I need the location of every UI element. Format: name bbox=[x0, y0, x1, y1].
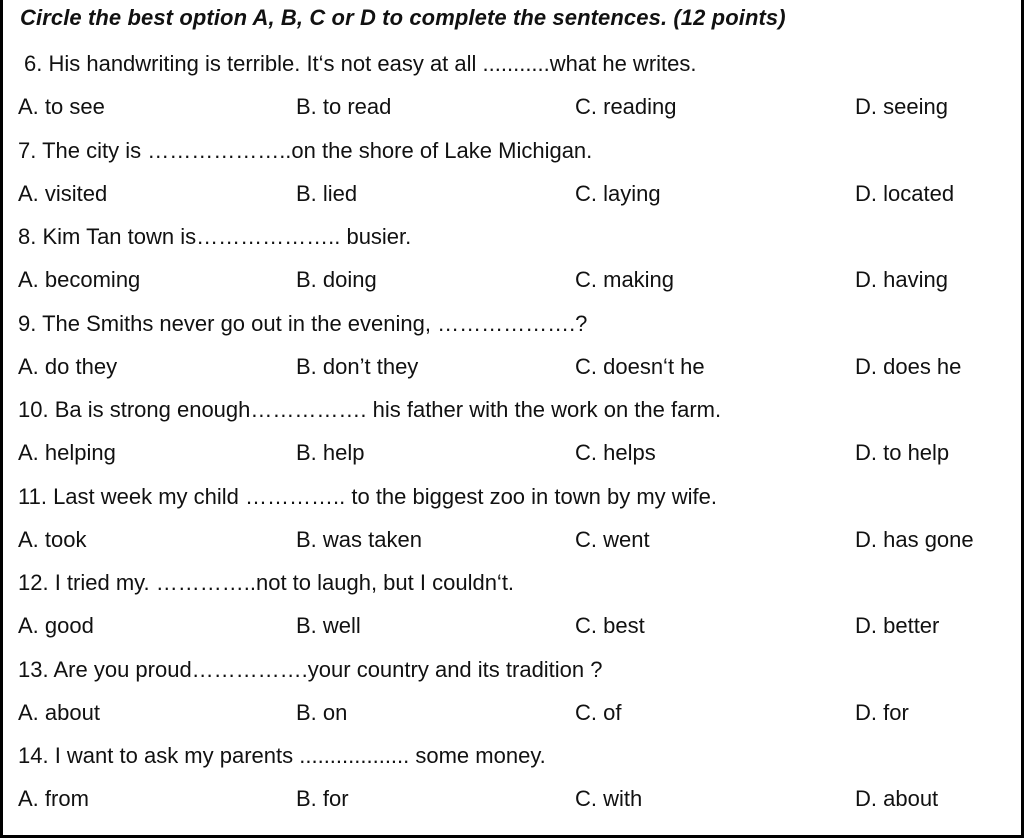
worksheet-instructions: Circle the best option A, B, C or D to complete the sentences. (12 points) bbox=[20, 5, 786, 30]
option-a[interactable]: A. to see bbox=[18, 94, 105, 119]
option-a[interactable]: A. becoming bbox=[18, 267, 141, 292]
question-text: 7. The city is ………………..on the shore of Lake Michigan. bbox=[18, 137, 593, 163]
question-10 bbox=[0, 389, 1024, 476]
option-c[interactable]: C. reading bbox=[575, 94, 677, 119]
option-b[interactable]: B. on bbox=[296, 699, 348, 725]
option-b[interactable]: B. lied bbox=[296, 180, 358, 206]
option-c[interactable]: C. of bbox=[575, 699, 622, 725]
option-a[interactable]: A. do they bbox=[18, 353, 118, 379]
option-c[interactable]: C. with bbox=[575, 786, 643, 811]
option-d[interactable]: D. to help bbox=[855, 440, 950, 465]
option-c[interactable]: C. best bbox=[575, 613, 645, 638]
answer-options bbox=[0, 613, 1024, 643]
option-c[interactable]: C. making bbox=[575, 267, 675, 292]
option-a[interactable]: A. good bbox=[18, 613, 94, 638]
question-text: 12. I tried my. …………..not to laugh, but I couldn‘t. bbox=[18, 570, 515, 595]
answer-options bbox=[0, 527, 1024, 557]
option-b[interactable]: B. for bbox=[296, 786, 349, 811]
option-d[interactable]: D. for bbox=[855, 699, 909, 725]
question-9 bbox=[0, 303, 1024, 390]
question-11 bbox=[0, 476, 1024, 563]
option-c[interactable]: C. helps bbox=[575, 440, 656, 465]
answer-options bbox=[0, 94, 1024, 124]
option-c[interactable]: C. laying bbox=[575, 180, 661, 206]
option-a[interactable]: A. helping bbox=[18, 440, 116, 465]
option-b[interactable]: B. well bbox=[296, 613, 361, 638]
option-d[interactable]: D. having bbox=[855, 267, 948, 292]
option-d[interactable]: D. about bbox=[855, 786, 939, 811]
answer-options bbox=[0, 786, 1024, 816]
question-6 bbox=[0, 43, 1024, 130]
option-c[interactable]: C. doesn‘t he bbox=[575, 353, 705, 379]
question-12 bbox=[0, 562, 1024, 649]
option-a[interactable]: A. from bbox=[18, 786, 89, 811]
question-text: 14. I want to ask my parents .................. some money. bbox=[18, 743, 546, 768]
question-text: 8. Kim Tan town is……………….. busier. bbox=[18, 224, 412, 249]
answer-options bbox=[0, 354, 1024, 384]
option-a[interactable]: A. about bbox=[18, 699, 100, 725]
option-b[interactable]: B. to read bbox=[296, 94, 392, 119]
option-d[interactable]: D. better bbox=[855, 613, 940, 638]
option-a[interactable]: A. took bbox=[18, 526, 87, 552]
option-d[interactable]: D. located bbox=[855, 180, 955, 206]
answer-options bbox=[0, 700, 1024, 730]
question-text: 13. Are you proud…………….your country and its tradition ? bbox=[18, 656, 603, 682]
option-b[interactable]: B. doing bbox=[296, 267, 377, 292]
option-d[interactable]: D. has gone bbox=[855, 526, 974, 552]
option-d[interactable]: D. does he bbox=[855, 353, 962, 379]
question-text: 9. The Smiths never go out in the evening, ……………….? bbox=[18, 310, 588, 336]
question-7 bbox=[0, 130, 1024, 217]
question-8 bbox=[0, 216, 1024, 303]
option-c[interactable]: C. went bbox=[575, 526, 650, 552]
option-b[interactable]: B. help bbox=[296, 440, 365, 465]
answer-options bbox=[0, 440, 1024, 470]
answer-options bbox=[0, 181, 1024, 211]
option-a[interactable]: A. visited bbox=[18, 180, 108, 206]
question-14 bbox=[0, 735, 1024, 822]
question-text: 10. Ba is strong enough……………. his father with the work on the farm. bbox=[18, 397, 722, 422]
question-13 bbox=[0, 649, 1024, 736]
option-d[interactable]: D. seeing bbox=[855, 94, 948, 119]
answer-options bbox=[0, 267, 1024, 297]
option-b[interactable]: B. was taken bbox=[296, 526, 422, 552]
question-list bbox=[0, 43, 1024, 822]
option-b[interactable]: B. don’t they bbox=[296, 353, 419, 379]
question-text: 11. Last week my child ………….. to the biggest zoo in town by my wife. bbox=[18, 483, 717, 509]
question-text: 6. His handwriting is terrible. It‘s not easy at all ...........what he writes. bbox=[24, 51, 697, 76]
